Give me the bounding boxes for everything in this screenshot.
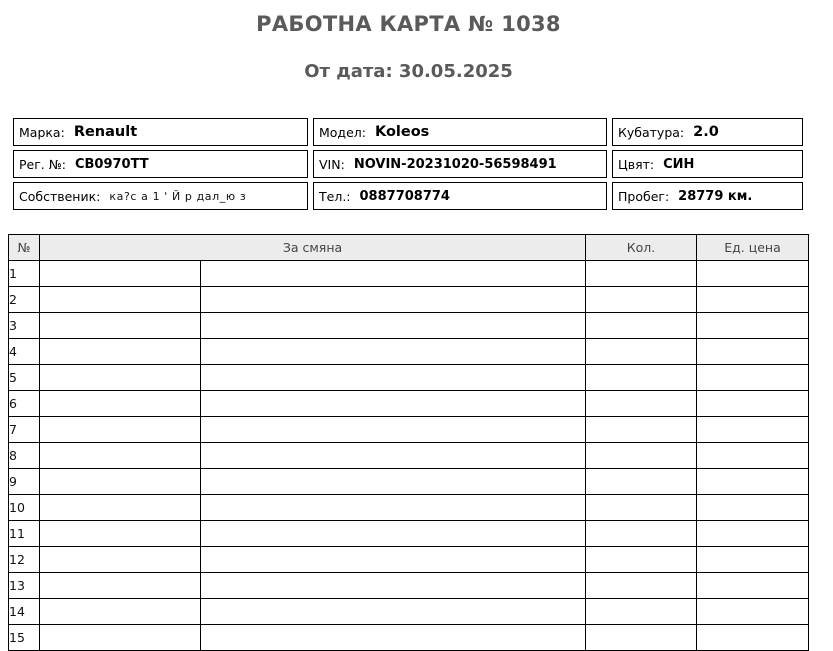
row-quantity[interactable] bbox=[586, 495, 697, 521]
row-part-code[interactable] bbox=[40, 365, 201, 391]
cubature-field bbox=[612, 118, 803, 146]
row-quantity[interactable] bbox=[586, 287, 697, 313]
owner-value: ка?с а 1 ' Й р дал_ю з bbox=[109, 189, 247, 203]
owner-label: Собственик: bbox=[19, 188, 101, 204]
row-quantity[interactable] bbox=[586, 573, 697, 599]
row-part-code[interactable] bbox=[40, 313, 201, 339]
row-number: 8 bbox=[9, 443, 40, 469]
mileage-value: 28779 км. bbox=[678, 188, 753, 204]
row-part-code[interactable] bbox=[40, 443, 201, 469]
row-part-name[interactable] bbox=[201, 495, 586, 521]
row-number: 15 bbox=[9, 625, 40, 651]
vin-value: NOVIN-20231020-56598491 bbox=[353, 156, 557, 172]
table-row bbox=[9, 339, 809, 365]
row-part-code[interactable] bbox=[40, 495, 201, 521]
row-quantity[interactable] bbox=[586, 521, 697, 547]
row-part-code[interactable] bbox=[40, 287, 201, 313]
row-part-code[interactable] bbox=[40, 573, 201, 599]
parts-table bbox=[8, 234, 809, 651]
table-row bbox=[9, 261, 809, 287]
table-row bbox=[9, 287, 809, 313]
row-unit-price[interactable] bbox=[697, 391, 809, 417]
row-part-name[interactable] bbox=[201, 547, 586, 573]
row-number: 1 bbox=[9, 261, 40, 287]
reg-label: Рег. №: bbox=[19, 156, 66, 172]
row-unit-price[interactable] bbox=[697, 417, 809, 443]
header-replacement: За смяна bbox=[40, 235, 586, 261]
vin-label: VIN: bbox=[319, 156, 345, 172]
row-quantity[interactable] bbox=[586, 599, 697, 625]
row-part-code[interactable] bbox=[40, 391, 201, 417]
row-quantity[interactable] bbox=[586, 365, 697, 391]
row-number: 9 bbox=[9, 469, 40, 495]
row-part-name[interactable] bbox=[201, 339, 586, 365]
header-unit-price: Ед. цена bbox=[697, 235, 809, 261]
table-header-row bbox=[9, 235, 809, 261]
row-unit-price[interactable] bbox=[697, 313, 809, 339]
table-row bbox=[9, 547, 809, 573]
row-unit-price[interactable] bbox=[697, 495, 809, 521]
row-number: 7 bbox=[9, 417, 40, 443]
reg-field bbox=[13, 150, 308, 178]
model-field bbox=[313, 118, 607, 146]
date-line: От дата: 30.05.2025 bbox=[304, 61, 513, 82]
row-unit-price[interactable] bbox=[697, 339, 809, 365]
row-part-name[interactable] bbox=[201, 521, 586, 547]
row-part-name[interactable] bbox=[201, 599, 586, 625]
row-number: 10 bbox=[9, 495, 40, 521]
row-quantity[interactable] bbox=[586, 417, 697, 443]
row-number: 6 bbox=[9, 391, 40, 417]
table-row bbox=[9, 391, 809, 417]
info-row-1 bbox=[13, 118, 803, 146]
row-quantity[interactable] bbox=[586, 261, 697, 287]
make-label: Марка: bbox=[19, 124, 65, 140]
owner-field bbox=[13, 182, 308, 210]
row-part-name[interactable] bbox=[201, 469, 586, 495]
row-part-code[interactable] bbox=[40, 339, 201, 365]
info-row-3 bbox=[13, 182, 803, 210]
model-value: Koleos bbox=[374, 124, 430, 140]
mileage-label: Пробег: bbox=[618, 188, 670, 204]
row-part-name[interactable] bbox=[201, 287, 586, 313]
color-value: СИН bbox=[663, 156, 695, 172]
row-unit-price[interactable] bbox=[697, 365, 809, 391]
make-value: Renault bbox=[73, 124, 138, 140]
row-number: 3 bbox=[9, 313, 40, 339]
table-row bbox=[9, 417, 809, 443]
row-unit-price[interactable] bbox=[697, 287, 809, 313]
vehicle-info bbox=[13, 118, 803, 214]
row-unit-price[interactable] bbox=[697, 261, 809, 287]
row-number: 13 bbox=[9, 573, 40, 599]
row-quantity[interactable] bbox=[586, 391, 697, 417]
row-quantity[interactable] bbox=[586, 547, 697, 573]
row-part-code[interactable] bbox=[40, 261, 201, 287]
row-part-name[interactable] bbox=[201, 313, 586, 339]
header-number: № bbox=[9, 235, 40, 261]
row-part-code[interactable] bbox=[40, 521, 201, 547]
mileage-field bbox=[612, 182, 803, 210]
table-row bbox=[9, 495, 809, 521]
table-row bbox=[9, 599, 809, 625]
color-field bbox=[612, 150, 803, 178]
header-quantity: Кол. bbox=[586, 235, 697, 261]
phone-label: Тел.: bbox=[319, 188, 351, 204]
row-number: 12 bbox=[9, 547, 40, 573]
row-unit-price[interactable] bbox=[697, 599, 809, 625]
parts-table-body bbox=[9, 261, 809, 651]
row-unit-price[interactable] bbox=[697, 443, 809, 469]
phone-field bbox=[313, 182, 607, 210]
row-part-code[interactable] bbox=[40, 417, 201, 443]
row-number: 14 bbox=[9, 599, 40, 625]
reg-value: CB0970TT bbox=[74, 156, 149, 172]
model-label: Модел: bbox=[319, 124, 366, 140]
row-part-code[interactable] bbox=[40, 547, 201, 573]
row-quantity[interactable] bbox=[586, 443, 697, 469]
table-row bbox=[9, 365, 809, 391]
row-part-code[interactable] bbox=[40, 599, 201, 625]
page-title: РАБОТНА КАРТА № 1038 bbox=[256, 12, 561, 36]
table-row bbox=[9, 443, 809, 469]
cubature-value: 2.0 bbox=[693, 124, 719, 140]
row-part-name[interactable] bbox=[201, 573, 586, 599]
make-field bbox=[13, 118, 308, 146]
cubature-label: Кубатура: bbox=[618, 124, 685, 140]
table-row bbox=[9, 469, 809, 495]
row-part-code[interactable] bbox=[40, 625, 201, 651]
row-part-name[interactable] bbox=[201, 365, 586, 391]
row-number: 4 bbox=[9, 339, 40, 365]
row-part-name[interactable] bbox=[201, 417, 586, 443]
row-unit-price[interactable] bbox=[697, 573, 809, 599]
row-part-code[interactable] bbox=[40, 469, 201, 495]
info-row-2 bbox=[13, 150, 803, 178]
phone-value: 0887708774 bbox=[359, 188, 450, 204]
row-quantity[interactable] bbox=[586, 625, 697, 651]
row-part-name[interactable] bbox=[201, 391, 586, 417]
row-part-name[interactable] bbox=[201, 261, 586, 287]
row-quantity[interactable] bbox=[586, 313, 697, 339]
row-quantity[interactable] bbox=[586, 339, 697, 365]
row-unit-price[interactable] bbox=[697, 625, 809, 651]
row-part-name[interactable] bbox=[201, 625, 586, 651]
row-number: 2 bbox=[9, 287, 40, 313]
table-row bbox=[9, 625, 809, 651]
row-quantity[interactable] bbox=[586, 469, 697, 495]
table-row bbox=[9, 313, 809, 339]
table-row bbox=[9, 521, 809, 547]
color-label: Цвят: bbox=[618, 156, 655, 172]
row-number: 11 bbox=[9, 521, 40, 547]
table-row bbox=[9, 573, 809, 599]
row-unit-price[interactable] bbox=[697, 469, 809, 495]
row-part-name[interactable] bbox=[201, 443, 586, 469]
vin-field bbox=[313, 150, 607, 178]
row-unit-price[interactable] bbox=[697, 547, 809, 573]
row-number: 5 bbox=[9, 365, 40, 391]
row-unit-price[interactable] bbox=[697, 521, 809, 547]
